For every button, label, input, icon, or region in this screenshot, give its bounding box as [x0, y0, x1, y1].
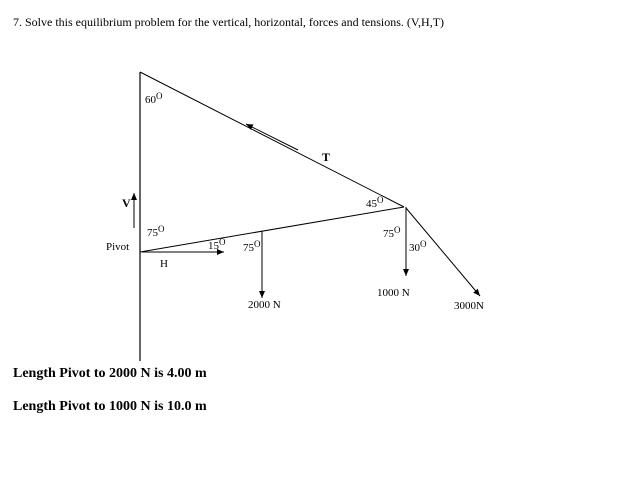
- degree-symbol: O: [156, 91, 163, 101]
- load-2000-label: 2000 N: [248, 299, 281, 311]
- angle-value: 75: [383, 228, 394, 240]
- angle-cable-boom: [366, 195, 384, 210]
- angle-value: 45: [366, 198, 377, 210]
- horizontal-force-label: H: [160, 258, 168, 270]
- pivot-label: Pivot: [106, 241, 130, 253]
- angle-value: 60: [145, 94, 156, 106]
- degree-symbol: O: [394, 225, 401, 235]
- angle-boom-2000: [243, 239, 261, 254]
- cable-line: [140, 72, 404, 207]
- degree-symbol: O: [377, 195, 384, 205]
- tension-arrow: [246, 124, 298, 150]
- length-2000-statement: Length Pivot to 2000 N is 4.00 m: [13, 366, 207, 381]
- degree-symbol: O: [158, 224, 165, 234]
- angle-wall-boom: [147, 224, 165, 239]
- angle-value: 75: [243, 242, 254, 254]
- angle-boom-h: [208, 237, 226, 252]
- degree-symbol: O: [420, 239, 427, 249]
- degree-symbol: O: [219, 237, 226, 247]
- degree-symbol: O: [254, 239, 261, 249]
- angle-value: 15: [208, 240, 219, 252]
- length-1000-statement: Length Pivot to 1000 N is 10.0 m: [13, 399, 207, 414]
- vertical-force-label: V: [122, 196, 131, 210]
- angle-vertical-3000: [409, 239, 427, 254]
- problem-title: 7. Solve this equilibrium problem for the vertical, horizontal, forces and tensions. (V,H,T): [13, 15, 445, 29]
- load-3000-label: 3000N: [454, 300, 484, 312]
- angle-value: 75: [147, 227, 158, 239]
- boom-line: [140, 207, 404, 252]
- angle-wall-cable: [145, 91, 163, 106]
- tension-label: T: [322, 150, 331, 164]
- load-1000-label: 1000 N: [377, 287, 410, 299]
- angle-boom-1000: [383, 225, 401, 240]
- angle-value: 30: [409, 242, 420, 254]
